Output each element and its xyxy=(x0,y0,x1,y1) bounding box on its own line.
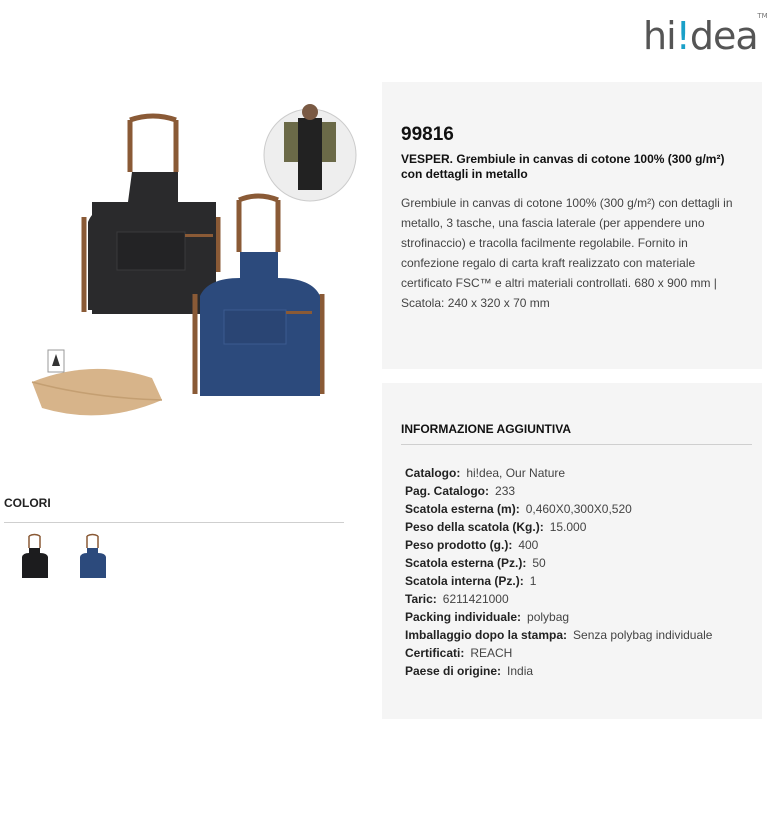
additional-info-panel xyxy=(382,383,762,719)
info-label: Catalogo: xyxy=(405,466,461,480)
info-value: polybag xyxy=(527,610,570,624)
info-row-catalog-page xyxy=(405,482,712,500)
info-row-inner-box-pieces xyxy=(405,572,712,590)
info-value: Senza polybag individuale xyxy=(573,628,713,642)
black-apron-illustration xyxy=(84,116,218,314)
product-name: VESPER. Grembiule in canvas di cotone 100% (300 g/m²) con dettagli in metallo xyxy=(401,152,725,181)
kraft-box-illustration xyxy=(32,350,162,415)
info-label: Pag. Catalogo: xyxy=(405,484,490,498)
model-photo-illustration xyxy=(264,104,356,201)
product-image xyxy=(2,82,367,462)
product-summary-panel xyxy=(382,82,762,369)
info-label: Peso prodotto (g.): xyxy=(405,538,513,552)
info-label: Scatola esterna (m): xyxy=(405,502,520,516)
info-row-box-weight xyxy=(405,518,712,536)
info-value: 400 xyxy=(518,538,539,552)
info-value: hi!dea, Our Nature xyxy=(466,466,566,480)
trademark: TM xyxy=(757,12,768,20)
info-value: India xyxy=(507,664,534,678)
product-code: 99816 xyxy=(401,124,454,145)
info-label: Certificati: xyxy=(405,646,465,660)
info-row-individual-packing xyxy=(405,608,712,626)
divider xyxy=(401,444,752,445)
info-value: 15.000 xyxy=(549,520,587,534)
info-row-packing-after-print xyxy=(405,626,712,644)
info-label: Imballaggio dopo la stampa: xyxy=(405,628,568,642)
info-value: 50 xyxy=(532,556,546,570)
colors-title: COLORI xyxy=(4,496,51,510)
hidea-logo: hi!dea TM xyxy=(643,12,768,58)
info-row-certificates xyxy=(405,644,712,662)
info-row-catalog xyxy=(405,464,712,482)
color-swatch-blue[interactable] xyxy=(76,532,110,582)
info-value: 233 xyxy=(495,484,516,498)
info-label: Packing individuale: xyxy=(405,610,522,624)
info-value: 6211421000 xyxy=(442,592,509,606)
info-row-taric xyxy=(405,590,712,608)
info-row-country-of-origin xyxy=(405,662,712,680)
additional-info-title: INFORMAZIONE AGGIUNTIVA xyxy=(401,422,571,436)
info-row-outer-box-size xyxy=(405,500,712,518)
info-label: Taric: xyxy=(405,592,437,606)
info-label: Scatola interna (Pz.): xyxy=(405,574,524,588)
info-value: 1 xyxy=(529,574,537,588)
info-row-product-weight xyxy=(405,536,712,554)
product-description: Grembiule in canvas di cotone 100% (300 g/m²) con dettagli in metallo, 3 tasche, una fascia laterale (per appendere uno strofinaccio) e tracolla facilmente regolabile. Fornito in confezione regalo di carta kraft realizzato con materiale certificato FSC™ e altri materiali controllati. 680 x 900 mm | Scatola: 240 x 320 x 70 mm xyxy=(401,196,733,310)
color-swatch-black[interactable] xyxy=(18,532,52,582)
info-label: Peso della scatola (Kg.): xyxy=(405,520,544,534)
info-value: 0,460X0,300X0,520 xyxy=(525,502,632,516)
info-value: REACH xyxy=(470,646,513,660)
info-label: Paese di origine: xyxy=(405,664,502,678)
info-list xyxy=(405,464,712,680)
info-label: Scatola esterna (Pz.): xyxy=(405,556,527,570)
colors-divider xyxy=(4,522,344,523)
info-row-outer-box-pieces xyxy=(405,554,712,572)
